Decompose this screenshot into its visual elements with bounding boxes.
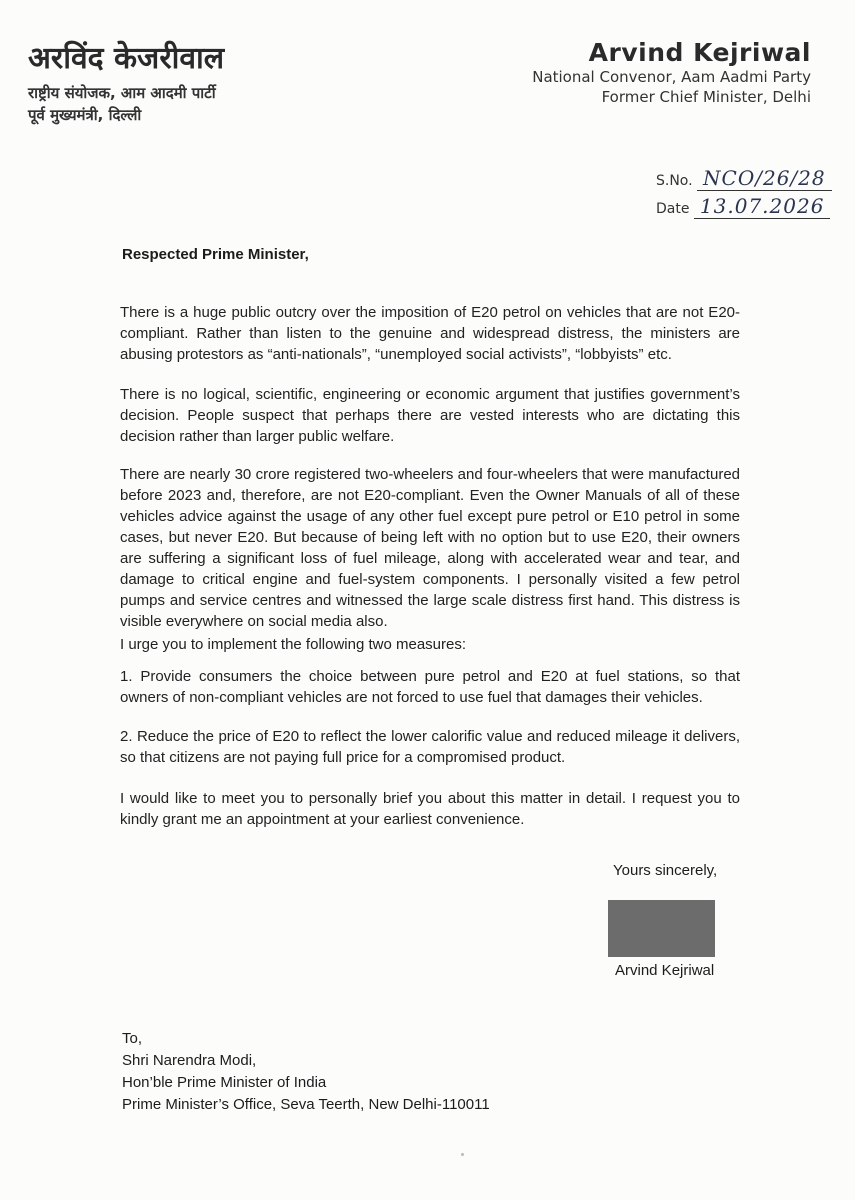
closing: Yours sincerely, [613,862,718,879]
hindi-name: अरविंद केजरीवाल [28,41,225,76]
hindi-designation: राष्ट्रीय संयोजक, आम आदमी पार्टी [28,84,216,102]
paragraph-request: I would like to meet you to personally brief you about this matter in detail. I request you to kindly grant me an appointment at your earliest convenience. [120,790,740,828]
signer-name: Arvind Kejriwal [615,962,715,979]
address-to: To, [122,1030,143,1047]
paragraph-argument: There is no logical, scientific, engineering or economic argument that justifies government’s decision. People suspect that perhaps there are vested interests who are dictating this decision rather than larger public welfare. [120,386,740,445]
english-name: Arvind Kejriwal [588,38,811,67]
page-mark [461,1153,464,1156]
paragraph-urge: I urge you to implement the following two measures: [120,636,467,653]
letterhead-hindi [28,36,224,125]
salutation: Respected Prime Minister, [122,246,309,263]
sno-value: NCO/26/28 [697,166,832,191]
date-label: Date [656,201,690,217]
paragraph-vehicles: There are nearly 30 crore registered two-wheelers and four-wheelers that were manufactured before 2023 and, therefore, are not E20-compliant. Even the Owner Manuals of all of these vehicles advice against the usage of any other fuel except pure petrol or E10 petrol in some cases, but never E20. But because of being left with no option but to use E20, their owners are suffering a significant loss of fuel mileage, along with accelerated wear and tear, and damage to critical engine and fuel-system components. I personally visited a few petrol pumps and service centres and witnessed the large scale distress first hand. This distress is visible everywhere on social media also. [120,466,740,630]
signature-redacted [608,900,715,957]
address-title: Hon’ble Prime Minister of India [122,1074,327,1091]
measure-one: 1. Provide consumers the choice between pure petrol and E20 at fuel stations, so that owners of non-compliant vehicles are not forced to use fuel that damages their vehicles. [120,668,740,706]
hindi-former-title: पूर्व मुख्यमंत्री, दिल्ली [28,106,142,124]
recipient-address [122,1028,490,1116]
sno-label: S.No. [656,173,693,189]
measure-two: 2. Reduce the price of E20 to reflect the lower calorific value and reduced mileage it delivers, so that citizens are not paying full price for a compromised product. [120,728,740,766]
letter-date [656,194,830,219]
letterhead-english [532,38,811,107]
address-name: Shri Narendra Modi, [122,1052,257,1069]
english-designation: National Convenor, Aam Aadmi Party [532,68,811,86]
english-former-title: Former Chief Minister, Delhi [601,88,811,106]
address-office: Prime Minister’s Office, Seva Teerth, New Delhi-110011 [122,1096,490,1113]
date-value: 13.07.2026 [694,194,831,219]
paragraph-outcry: There is a huge public outcry over the imposition of E20 petrol on vehicles that are not E20-compliant. Rather than listen to the genuine and widespread distress, the ministers are abusing protestors as “anti-nationals”, “unemployed social activists”, “lobbyists” etc. [120,304,740,363]
serial-number [656,166,832,191]
